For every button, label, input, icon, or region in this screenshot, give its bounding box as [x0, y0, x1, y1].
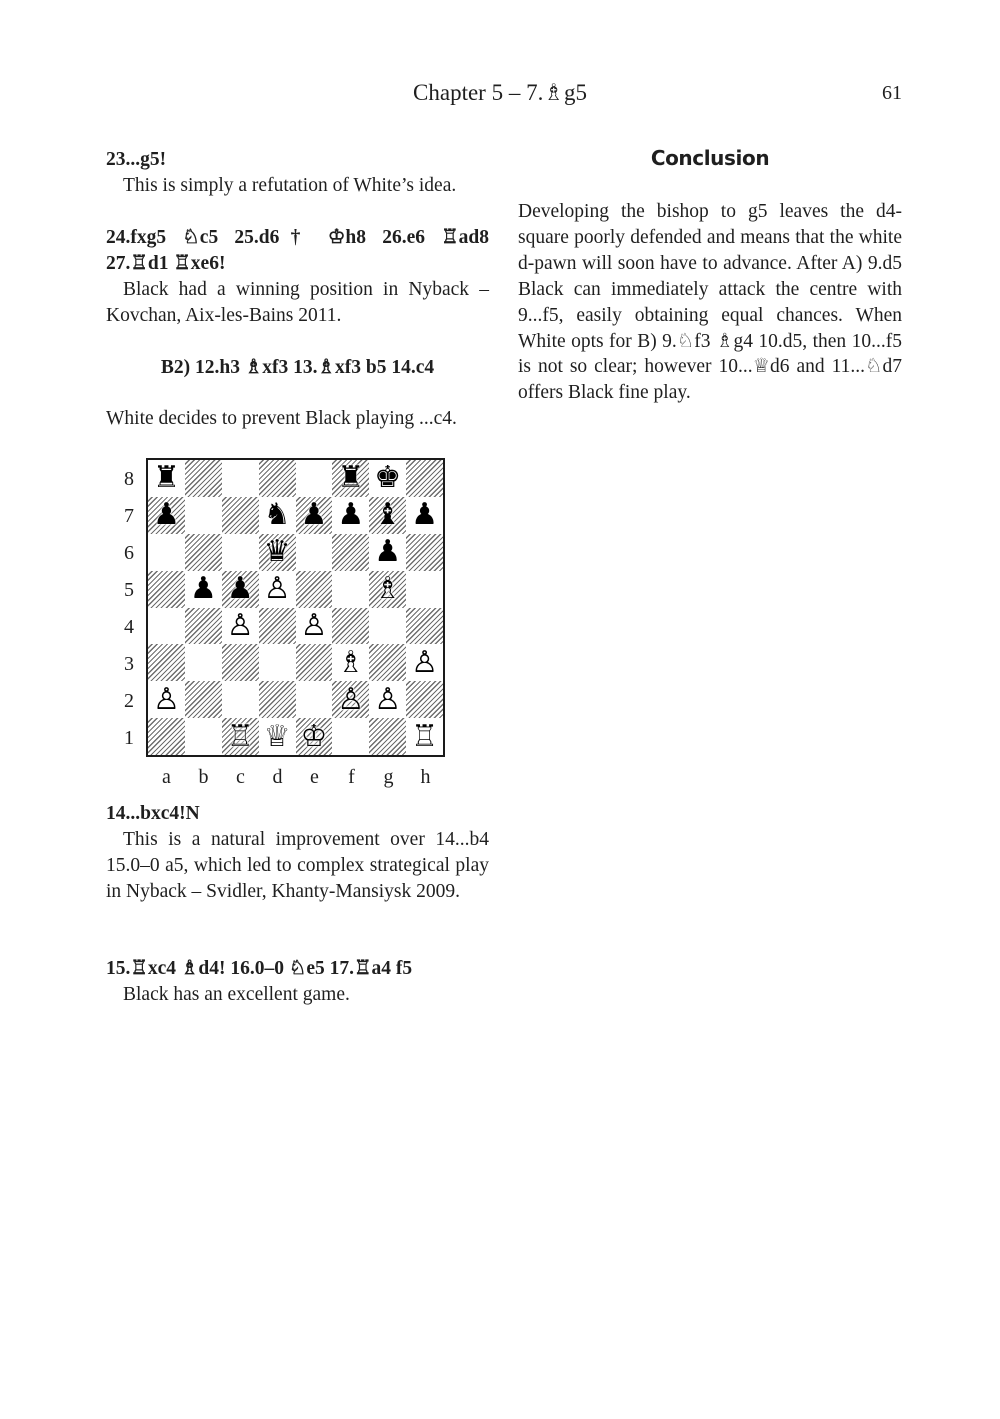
square-f6 [332, 534, 369, 571]
square-e2 [296, 681, 333, 718]
square-a2 [148, 681, 185, 718]
square-g5 [369, 571, 406, 608]
square-f5 [332, 571, 369, 608]
square-g4 [369, 608, 406, 645]
square-e7 [296, 497, 333, 534]
chess-piece-icon: ♚ [374, 460, 402, 496]
square-b2 [185, 681, 222, 718]
chess-piece-icon: ♟ [337, 497, 365, 533]
chess-piece-icon: ♟ [411, 497, 439, 533]
square-e5 [296, 571, 333, 608]
chess-piece-icon: ♗ [374, 571, 402, 607]
chess-piece-icon: ♙ [263, 571, 291, 607]
rank-label: 3 [124, 653, 134, 675]
chess-piece-icon: ♕ [263, 718, 291, 754]
square-f1 [332, 718, 369, 755]
square-c4 [222, 608, 259, 645]
section-b2-paragraph: White decides to prevent Black playing ...c4. [106, 408, 457, 429]
running-head: Chapter 5 – 7.♗g5 [413, 80, 587, 105]
square-g2 [369, 681, 406, 718]
square-b6 [185, 534, 222, 571]
chess-piece-icon: ♙ [374, 681, 402, 717]
chess-piece-icon: ♟ [226, 571, 254, 607]
square-b4 [185, 608, 222, 645]
chess-piece-icon: ♝ [374, 497, 402, 533]
square-f3 [332, 644, 369, 681]
chess-piece-icon: ♔ [300, 718, 328, 754]
square-f4 [332, 608, 369, 645]
square-f2 [332, 681, 369, 718]
chess-piece-icon: ♙ [337, 681, 365, 717]
square-d7 [259, 497, 296, 534]
square-h1 [406, 718, 443, 755]
file-label: g [383, 766, 394, 788]
square-f8 [332, 460, 369, 497]
square-f7 [332, 497, 369, 534]
chess-piece-icon: ♙ [226, 607, 254, 643]
rank-label: 7 [124, 505, 134, 527]
square-g8 [369, 460, 406, 497]
chess-piece-icon: ♟ [189, 571, 217, 607]
file-label: b [198, 766, 209, 788]
move-15-paragraph: Black has an excellent game. [123, 984, 350, 1005]
rank-label: 4 [124, 616, 134, 638]
square-g7 [369, 497, 406, 534]
move-24-heading-line2: 27.♖d1 ♖xe6! [106, 253, 226, 274]
square-g1 [369, 718, 406, 755]
chess-piece-icon: ♜ [337, 460, 365, 496]
square-e1 [296, 718, 333, 755]
chess-piece-icon: ♙ [152, 681, 180, 717]
square-h7 [406, 497, 443, 534]
square-h4 [406, 608, 443, 645]
square-e8 [296, 460, 333, 497]
rank-label: 1 [124, 727, 134, 749]
conclusion-title: Conclusion [650, 146, 770, 170]
square-e4 [296, 608, 333, 645]
page-number: 61 [882, 82, 902, 104]
square-h3 [406, 644, 443, 681]
conclusion-paragraph: Developing the bishop to g5 leaves the d4-square poorly defended and means that the white d-pawn will soon have to advance. After A) 9.d5 Black can immediately attack the centre with 9...f5, easily obtaining equal chances. When White opts for B) 9.♘f3 ♗g4 10.d5, then 10...f5 is not so clear; however 10...♕d6 and 11...♘d7 offers Black fine play. [518, 201, 902, 404]
chess-piece-icon: ♙ [411, 644, 439, 680]
section-b2-heading: B2) 12.h3 ♗xf3 13.♗xf3 b5 14.c4 [160, 357, 435, 378]
square-b3 [185, 644, 222, 681]
square-a6 [148, 534, 185, 571]
move-14-paragraph: This is a natural improvement over 14...b4 15.0–0 a5, which led to complex strategical play in Nyback – Svidler, Khanty-Mansiysk 2009. [106, 829, 489, 902]
square-h6 [406, 534, 443, 571]
square-h8 [406, 460, 443, 497]
chess-piece-icon: ♜ [152, 460, 180, 496]
square-d4 [259, 608, 296, 645]
square-c5 [222, 571, 259, 608]
chess-piece-icon: ♟ [152, 497, 180, 533]
square-d6 [259, 534, 296, 571]
square-b7 [185, 497, 222, 534]
square-h5 [406, 571, 443, 608]
square-b8 [185, 460, 222, 497]
square-d3 [259, 644, 296, 681]
file-label: d [272, 766, 283, 788]
square-a3 [148, 644, 185, 681]
chess-piece-icon: ♟ [374, 534, 402, 570]
file-label: h [420, 766, 431, 788]
square-a5 [148, 571, 185, 608]
move-23-paragraph: This is simply a refutation of White’s idea. [123, 175, 457, 196]
move-15-heading: 15.♖xc4 ♗d4! 16.0–0 ♘e5 17.♖a4 f5 [106, 958, 413, 979]
square-d5 [259, 571, 296, 608]
square-c6 [222, 534, 259, 571]
square-a1 [148, 718, 185, 755]
square-c7 [222, 497, 259, 534]
file-label: c [236, 766, 245, 788]
square-a7 [148, 497, 185, 534]
move-23-heading: 23...g5! [106, 149, 167, 170]
chess-piece-icon: ♖ [226, 718, 254, 754]
square-e3 [296, 644, 333, 681]
square-c1 [222, 718, 259, 755]
rank-label: 2 [124, 690, 134, 712]
square-d1 [259, 718, 296, 755]
chess-piece-icon: ♟ [300, 497, 328, 533]
file-label: e [310, 766, 319, 788]
square-a8 [148, 460, 185, 497]
chess-diagram [146, 458, 445, 757]
file-label: f [348, 766, 355, 788]
square-c3 [222, 644, 259, 681]
square-g6 [369, 534, 406, 571]
chess-piece-icon: ♗ [337, 644, 365, 680]
square-h2 [406, 681, 443, 718]
move-24-paragraph: Black had a winning position in Nyback – Kovchan, Aix-les-Bains 2011. [106, 279, 489, 326]
chess-piece-icon: ♛ [263, 534, 291, 570]
square-c8 [222, 460, 259, 497]
chess-piece-icon: ♖ [411, 718, 439, 754]
square-b1 [185, 718, 222, 755]
chess-piece-icon: ♞ [263, 497, 291, 533]
square-d2 [259, 681, 296, 718]
square-c2 [222, 681, 259, 718]
square-b5 [185, 571, 222, 608]
rank-label: 6 [124, 542, 134, 564]
chess-piece-icon: ♙ [300, 607, 328, 643]
rank-label: 5 [124, 579, 134, 601]
square-d8 [259, 460, 296, 497]
square-g3 [369, 644, 406, 681]
square-e6 [296, 534, 333, 571]
move-24-heading-line1: 24.fxg5 ♘c5 25.d6† ♔h8 26.e6 ♖ad8 [106, 227, 489, 248]
move-14-heading: 14...bxc4!N [106, 803, 200, 824]
file-label: a [162, 766, 171, 788]
rank-label: 8 [124, 468, 134, 490]
square-a4 [148, 608, 185, 645]
